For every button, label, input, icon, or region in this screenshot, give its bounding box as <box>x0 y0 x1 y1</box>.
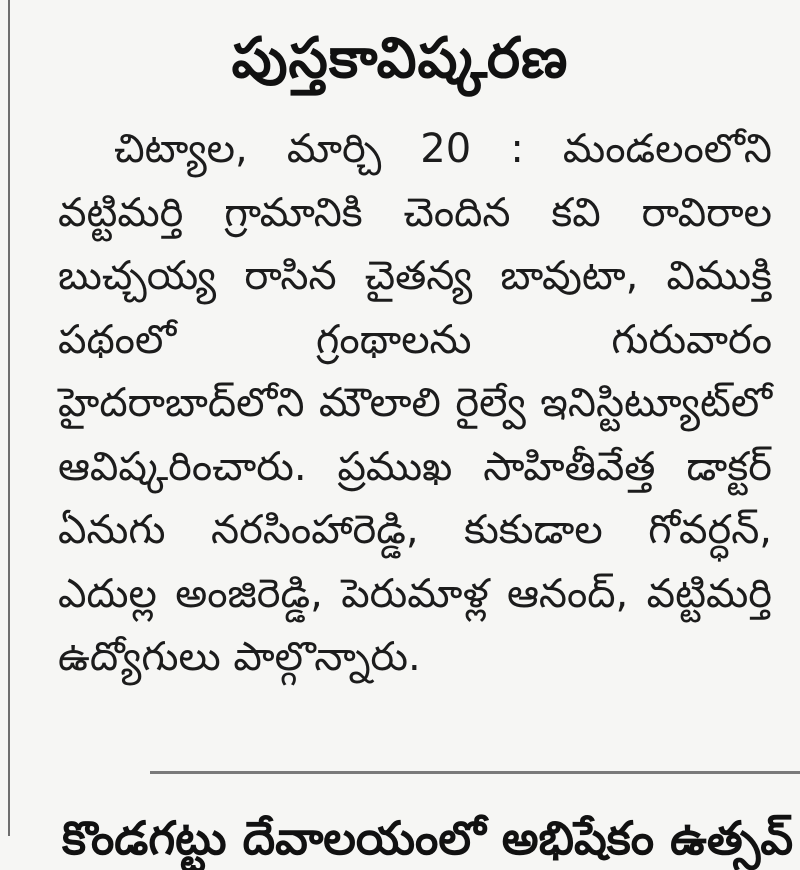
previous-article-cut <box>60 0 580 10</box>
article-paragraph: చిట్యాల, మార్చి 20 : మండలంలోని వట్టిమర్తి గ్రామానికి చెందిన కవి రావిరాల బుచ్చయ్య రాసిన చైతన్య బావుటా, విముక్తి పథంలో గ్రంథాలను గురువారం హైదరాబాద్‌లోని మౌలాలి రైల్వే ఇనిస్టిట్యూట్‌లో ఆవిష్కరించారు. ప్రముఖ సాహితీవేత్త డాక్టర్ ఏనుగు నరసింహారెడ్డి, కుకుడాల గోవర్ధన్, ఎదుల్ల అంజిరెడ్డి, పెరుమాళ్ల ఆనంద్, వట్టిమర్తి ఉద్యోగులు పాల్గొన్నారు. <box>58 126 772 680</box>
column-rule <box>8 0 10 836</box>
article-body <box>58 118 772 690</box>
next-article-headline: కొండగట్టు దేవాలయంలో అభిషేకం ఉత్సవ్ <box>62 811 794 865</box>
article-headline: పుస్తకావిష్కరణ <box>231 26 569 91</box>
article-divider <box>150 771 800 774</box>
